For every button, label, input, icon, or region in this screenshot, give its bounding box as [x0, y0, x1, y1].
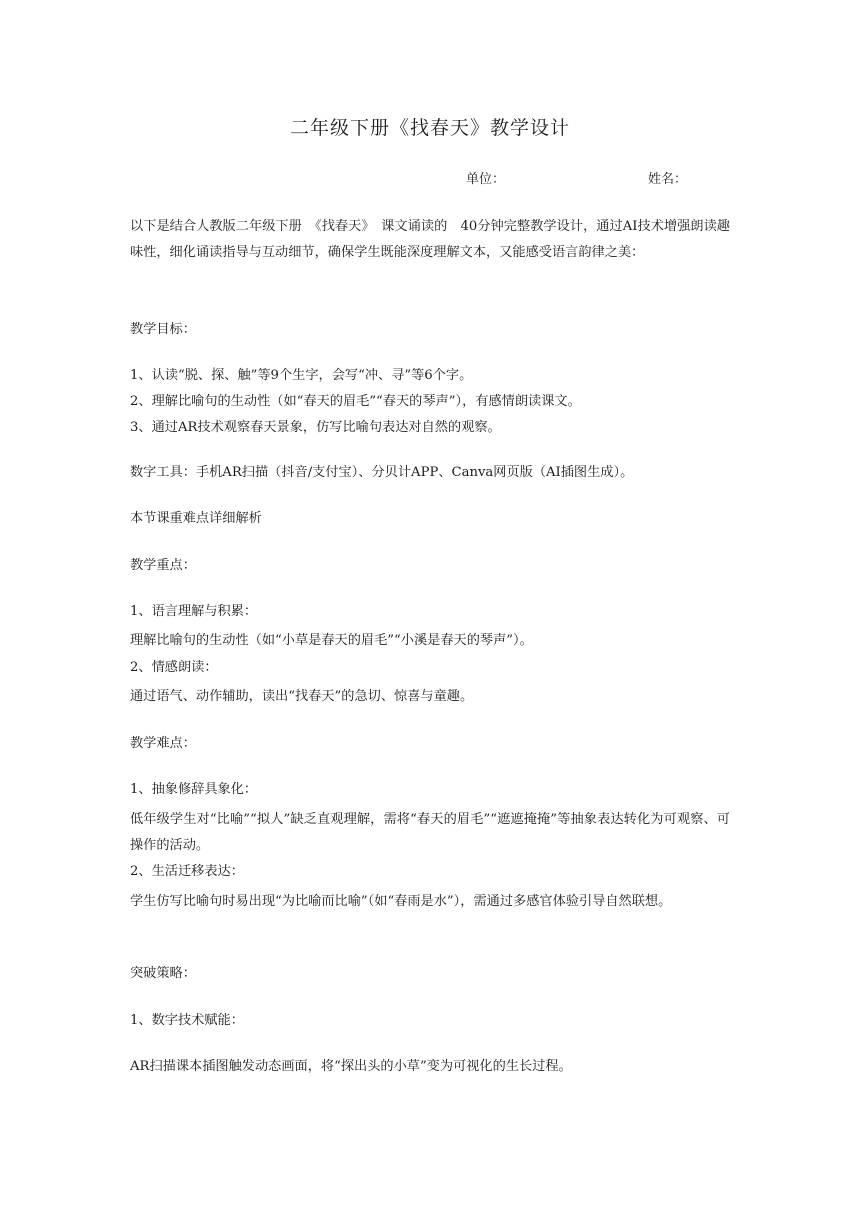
objective-item: 3、通过AR技术观察春天景象，仿写比喻句表达对自然的观察。: [130, 420, 501, 435]
difficulty-analysis-title: 本节课重难点详细解析: [130, 511, 262, 526]
page-title: 二年级下册《找春天》教学设计: [289, 117, 570, 139]
strategy-title: 1、数字技术赋能：: [130, 1013, 244, 1028]
difficulty-text: 低年级学生对“比喻”“拟人”缺乏直观理解，需将“春天的眉毛”“遮遮掩掩”等抽象表达转化为可观察、可操作的活动。: [130, 812, 730, 853]
difficulty-title: 2、生活迁移表达：: [130, 864, 244, 879]
strategy-text: AR扫描课本插图触发动态画面，将“探出头的小草”变为可视化的生长过程。: [130, 1059, 572, 1074]
objective-item: 1、认读“脱、探、触”等9个生字，会写“冲、寻”等6个字。: [130, 368, 473, 383]
difficulty-text: 学生仿写比喻句时易出现“为比喻而比喻”（如“春雨是水”），需通过多感官体验引导自然联想。: [130, 894, 672, 909]
unit-label: 单位：: [466, 172, 506, 187]
key-points-heading: 教学重点：: [130, 558, 196, 573]
digital-tools-line: 数字工具：手机AR扫描（抖音/支付宝）、分贝计APP、Canva网页版（AI插图生成）。: [130, 465, 634, 480]
key-point-title: 2、情感朗读：: [130, 660, 218, 675]
key-point-text: 通过语气、动作辅助，读出“找春天”的急切、惊喜与童趣。: [130, 689, 474, 704]
key-point-text: 理解比喻句的生动性（如“小草是春天的眉毛”“小溪是春天的琴声”）。: [130, 633, 533, 648]
intro-paragraph: 以下是结合人教版二年级下册 《找春天》 课文诵读的 40分钟完整教学设计，通过AI技术增强朗读趣味性，细化诵读指导与互动细节，确保学生既能深度理解文本，又能感受语言韵律之美：: [130, 219, 730, 260]
name-label: 姓名：: [648, 172, 688, 187]
objective-item: 2、理解比喻句的生动性（如“春天的眉毛”“春天的琴声”），有感情朗读课文。: [130, 394, 581, 409]
key-point-title: 1、语言理解与积累：: [130, 604, 258, 619]
objectives-heading: 教学目标：: [130, 322, 196, 337]
difficulties-heading: 教学难点：: [130, 736, 196, 751]
difficulty-title: 1、抽象修辞具象化：: [130, 782, 258, 797]
strategy-heading: 突破策略：: [130, 966, 196, 981]
